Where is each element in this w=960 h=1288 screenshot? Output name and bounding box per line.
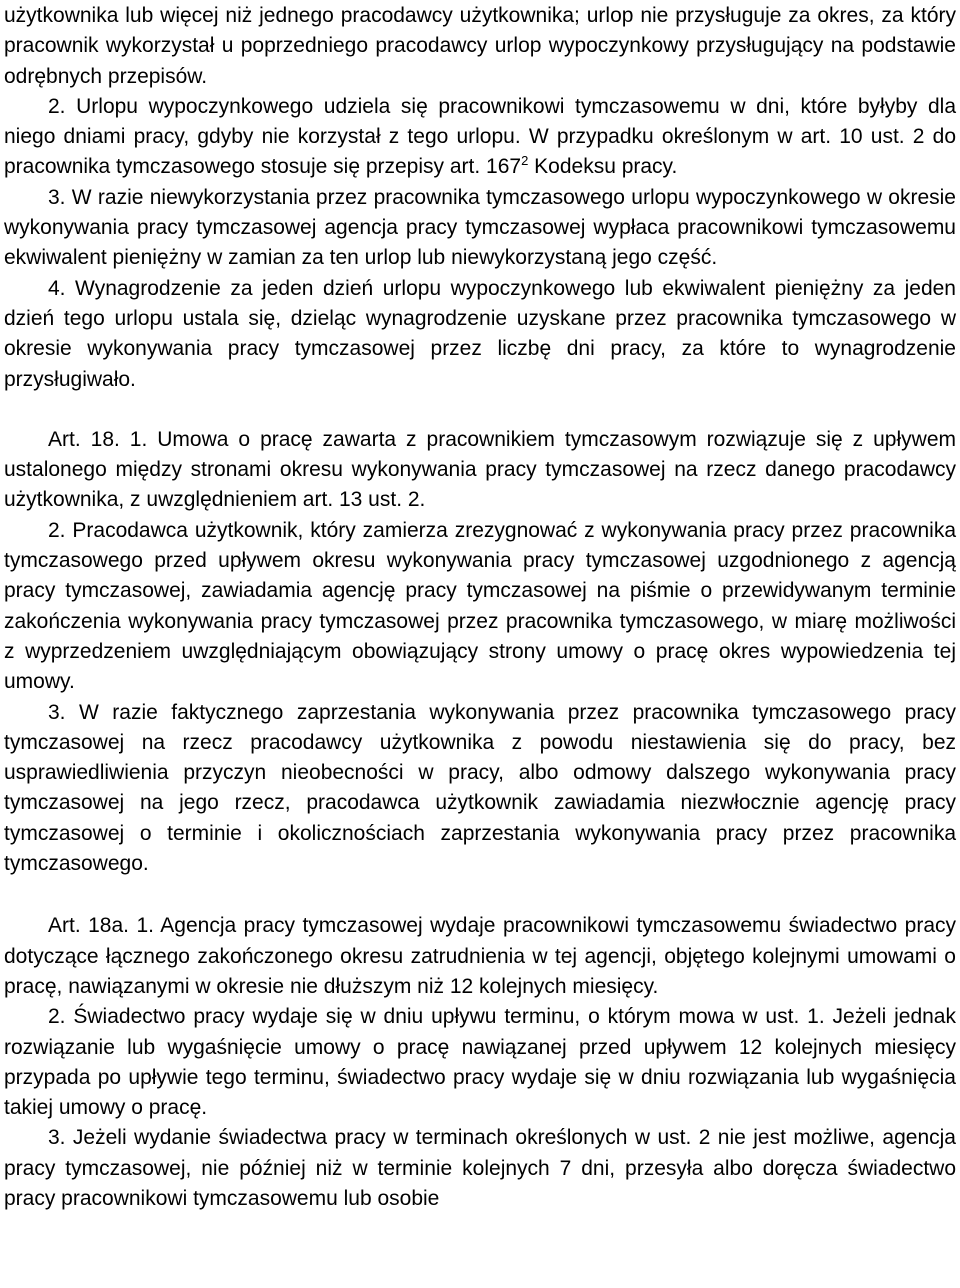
paragraph-text: 2. Urlopu wypoczynkowego udziela się pracownikowi tymczasowemu w dni, które byłyby dla niego dniami pracy, gdyby nie korzystał z tego urlopu. W przypadku określonym w art. 10 ust. 2 do pracownika tymczasowego stosuje się przepisy art. 167 (4, 94, 956, 179)
paragraph-art18-ust2: 2. Pracodawca użytkownik, który zamierza zrezygnować z wykonywania pracy przez pracownika tymczasowego przed upływem okresu wykonywania pracy tymczasowej uzgodnionego z agencją pracy tymczasowej, zawiadamia agencję pracy tymczasowej na piśmie o przewidywanym terminie zakończenia wykonywania pracy tymczasowej przez pracownika tymczasowego, w miarę możliwości z wyprzedzeniem uwzględniającym obowiązujący strony umowy o pracę okres wypowiedzenia tej umowy. (4, 518, 956, 694)
paragraph-art17-ust3: 3. W razie niewykorzystania przez pracownika tymczasowego urlopu wypoczynkowego w okresie wykonywania pracy tymczasowej agencja pracy tymczasowej wypłaca pracownikowi tymczasowemu ekwiwalent pieniężny w zamian za ten urlop lub niewykorzystaną jego część. (4, 185, 956, 270)
paragraph-art17-ust2 (4, 92, 956, 183)
paragraph-art18a-ust2: 2. Świadectwo pracy wydaje się w dniu upływu terminu, o którym mowa w ust. 1. Jeżeli jednak rozwiązanie lub wygaśnięcie umowy o pracę nawiązanej przed upływem 12 kolejnych miesięcy przypada po upływie tego terminu, świadectwo pracy wydaje się w dniu rozwiązania lub wygaśnięcia takiej umowy o pracę. (4, 1005, 956, 1120)
superscript: 2 (521, 153, 529, 169)
paragraph-continuation: użytkownika lub więcej niż jednego pracodawcy użytkownika; urlop nie przysługuje za okres, za który pracownik wykorzystał u poprzedniego pracodawcy urlop wypoczynkowy przysługujący na podstawie odrębnych przepisów. (4, 4, 956, 88)
paragraph-art18-ust1: Art. 18. 1. Umowa o pracę zawarta z pracownikiem tymczasowym rozwiązuje się z upływem ustalonego między stronami okresu wykonywania pracy tymczasowej na rzecz danego pracodawcy użytkownika, z uwzględnieniem art. 13 ust. 2. (4, 427, 956, 512)
paragraph-art18a-ust1: Art. 18a. 1. Agencja pracy tymczasowej wydaje pracownikowi tymczasowemu świadectwo pracy dotyczące łącznego zakończonego okresu zatrudnienia w tej agencji, objętego kolejnymi umowami o pracę, nawiązanymi w okresie nie dłuższym niż 12 kolejnych miesięcy. (4, 914, 956, 998)
paragraph-art18a-ust3: 3. Jeżeli wydanie świadectwa pracy w terminach określonych w ust. 2 nie jest możliwe, agencja pracy tymczasowej, nie później niż w terminie kolejnych 7 dni, przesyła albo doręcza świadectwo pracy pracownikowi tymczasowemu lub osobie (4, 1126, 956, 1210)
paragraph-text-end: Kodeksu pracy. (528, 155, 678, 179)
paragraph-art18-ust3: 3. W razie faktycznego zaprzestania wykonywania przez pracownika tymczasowego pracy tymczasowej na rzecz pracodawcy użytkownika z powodu niestawienia się do pracy, bez usprawiedliwienia przyczyn nieobecności w pracy, albo odmowy dalszego wykonywania pracy tymczasowej na jego rzecz, pracodawca użytkownik zawiadamia niezwłocznie agencję pracy tymczasowej o terminie i okolicznościach zaprzestania wykonywania pracy przez pracownika tymczasowego. (4, 700, 956, 876)
paragraph-art17-ust4: 4. Wynagrodzenie za jeden dzień urlopu wypoczynkowego lub ekwiwalent pieniężny za jeden dzień tego urlopu ustala się, dzieląc wynagrodzenie uzyskane przez pracownika tymczasowego w okresie wykonywania pracy tymczasowej przez liczbę dni pracy, za które to wynagrodzenie przysługiwało. (4, 276, 956, 391)
document-page (4, 1, 956, 1214)
